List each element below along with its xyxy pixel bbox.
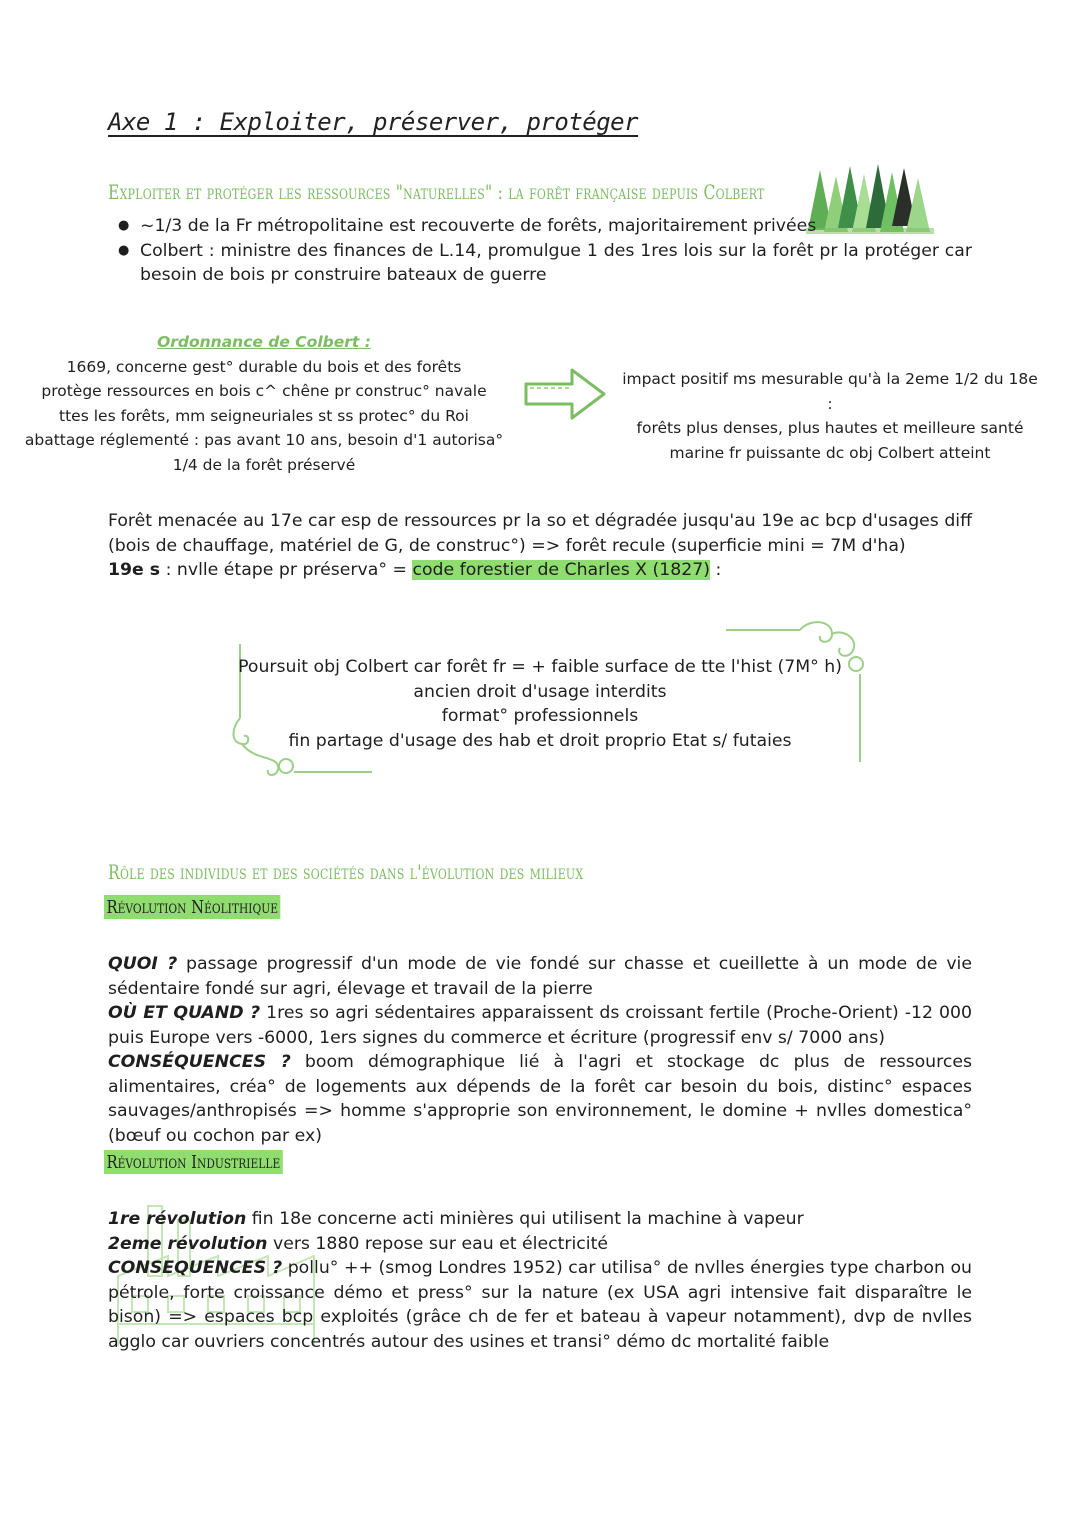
ordonnance-line: 1/4 de la forêt préservé [172,455,356,474]
highlight-code-forestier: code forestier de Charles X (1827) [412,560,710,580]
code-line: fin partage d'usage des hab et droit proprio Etat s/ futaies [288,730,792,751]
ordonnance-line: ttes les forêts, mm seigneuriales st ss protec° du Roi [59,406,469,425]
consequences-label: CONSEQUENCES ? [108,1258,283,1278]
label-neolithic: Révolution Néolithique [104,895,280,919]
consequences-text: pollu° ++ (smog Londres 1952) car utilisa° de nvlles énergies type charbon ou pétrole, forte croissance démo et press° sur la nature (ex USA agri intensive fait disparaître le bison) => espaces bcp exploités (grâce ch de fer et bateau à vapeur notamment), dvp de nvlles agglo car ouvriers concentrés autour des usines et transi° démo dc mortalité faible [108,1258,972,1352]
code-line: Poursuit obj Colbert car forêt fr = + faible surface de tte l'hist (7M° h) [238,657,842,677]
ou-quand-label: OÙ ET QUAND ? [108,1003,261,1023]
section-heading-forest: Exploiter et protéger les ressources "naturelles" : la forêt française depuis Colbert [108,180,765,204]
ou-quand-text: 1res so agri sédentaires apparaissent ds croissant fertile (Proche-Orient) -12 000 puis Europe vers -6000, 1ers signes du commerce et écriture (progressif env s/ 7000 ans) [108,1003,972,1048]
impact-line: impact positif ms mesurable qu'à la 2eme 1/2 du 18e : [622,370,1038,413]
impact-line: marine fr puissante dc obj Colbert atteint [669,443,991,462]
first-revolution-text: fin 18e concerne acti minières qui utilisent la machine à vapeur [246,1209,804,1229]
list-item: ● ~1/3 de la Fr métropolitaine est recouverte de forêts, majoritairement privées [110,214,972,239]
consequences-text: boom démographique lié à l'agri et stockage dc plus de ressources alimentaires, créa° de logements aux dépends de la forêt car besoin du bois, distinc° espaces sauvages/anthropisés => homme s'approprie son environnement, le domine + nvlles domestica° (bœuf ou cochon par ex) [108,1052,972,1146]
ordonnance-line: abattage réglementé : pas avant 10 ans, besoin d'1 autorisa° [24,431,504,449]
consequences-label: CONSÉQUENCES ? [108,1052,291,1072]
page-title: Axe 1 : Exploiter, préserver, protéger [108,108,639,136]
paragraph-bold-prefix: 19e s [108,560,161,580]
paragraph-text: : [709,560,722,580]
industrial-text [108,1207,972,1354]
paragraph-text: Forêt menacée au 17e car esp de ressources pr la so et dégradée jusqu'au 19e ac bcp d'usages diff (bois de chauffage, matériel de G, de construc°) => forêt recule (superficie mini = 7M d'ha) [108,511,972,556]
ordonnance-line: 1669, concerne gest° durable du bois et des forêts [66,357,462,376]
first-revolution-label: 1re révolution [108,1209,247,1229]
code-forestier-box [238,655,842,753]
impact-line: forêts plus denses, plus hautes et meilleure santé [636,419,1024,437]
ordonnance-line: protège ressources en bois c^ chêne pr construc° navale [41,382,487,400]
arrow-right-icon [522,364,608,424]
ordonnance-title: Ordonnance de Colbert : [157,333,371,351]
quoi-label: QUOI ? [108,954,178,974]
list-item: ● Colbert : ministre des finances de L.14, promulgue 1 des 1res lois sur la forêt pr la protéger car besoin de bois pr construire bateaux de guerre [110,239,972,288]
forest-bullets [110,214,972,288]
second-revolution-text: vers 1880 repose sur eau et électricité [267,1233,609,1254]
section-heading-societies: Rôle des individus et des sociétés dans l'évolution des milieux [108,860,584,884]
second-revolution-label: 2eme révolution [108,1233,268,1254]
code-line: ancien droit d'usage interdits [413,681,667,702]
forest-paragraph [108,509,972,583]
neolithic-text [108,952,972,1148]
label-industrial: Révolution Industrielle [104,1150,283,1174]
paragraph-text: : nvlle étape pr préserva° = [160,560,413,580]
ordonnance-block [22,330,506,477]
quoi-text: passage progressif d'un mode de vie fondé sur chasse et cueillette à un mode de vie sédentaire fondé sur agri, élevage et travail de la pierre [108,954,972,999]
code-line: format° professionnels [441,706,639,726]
impact-block [618,367,1042,465]
